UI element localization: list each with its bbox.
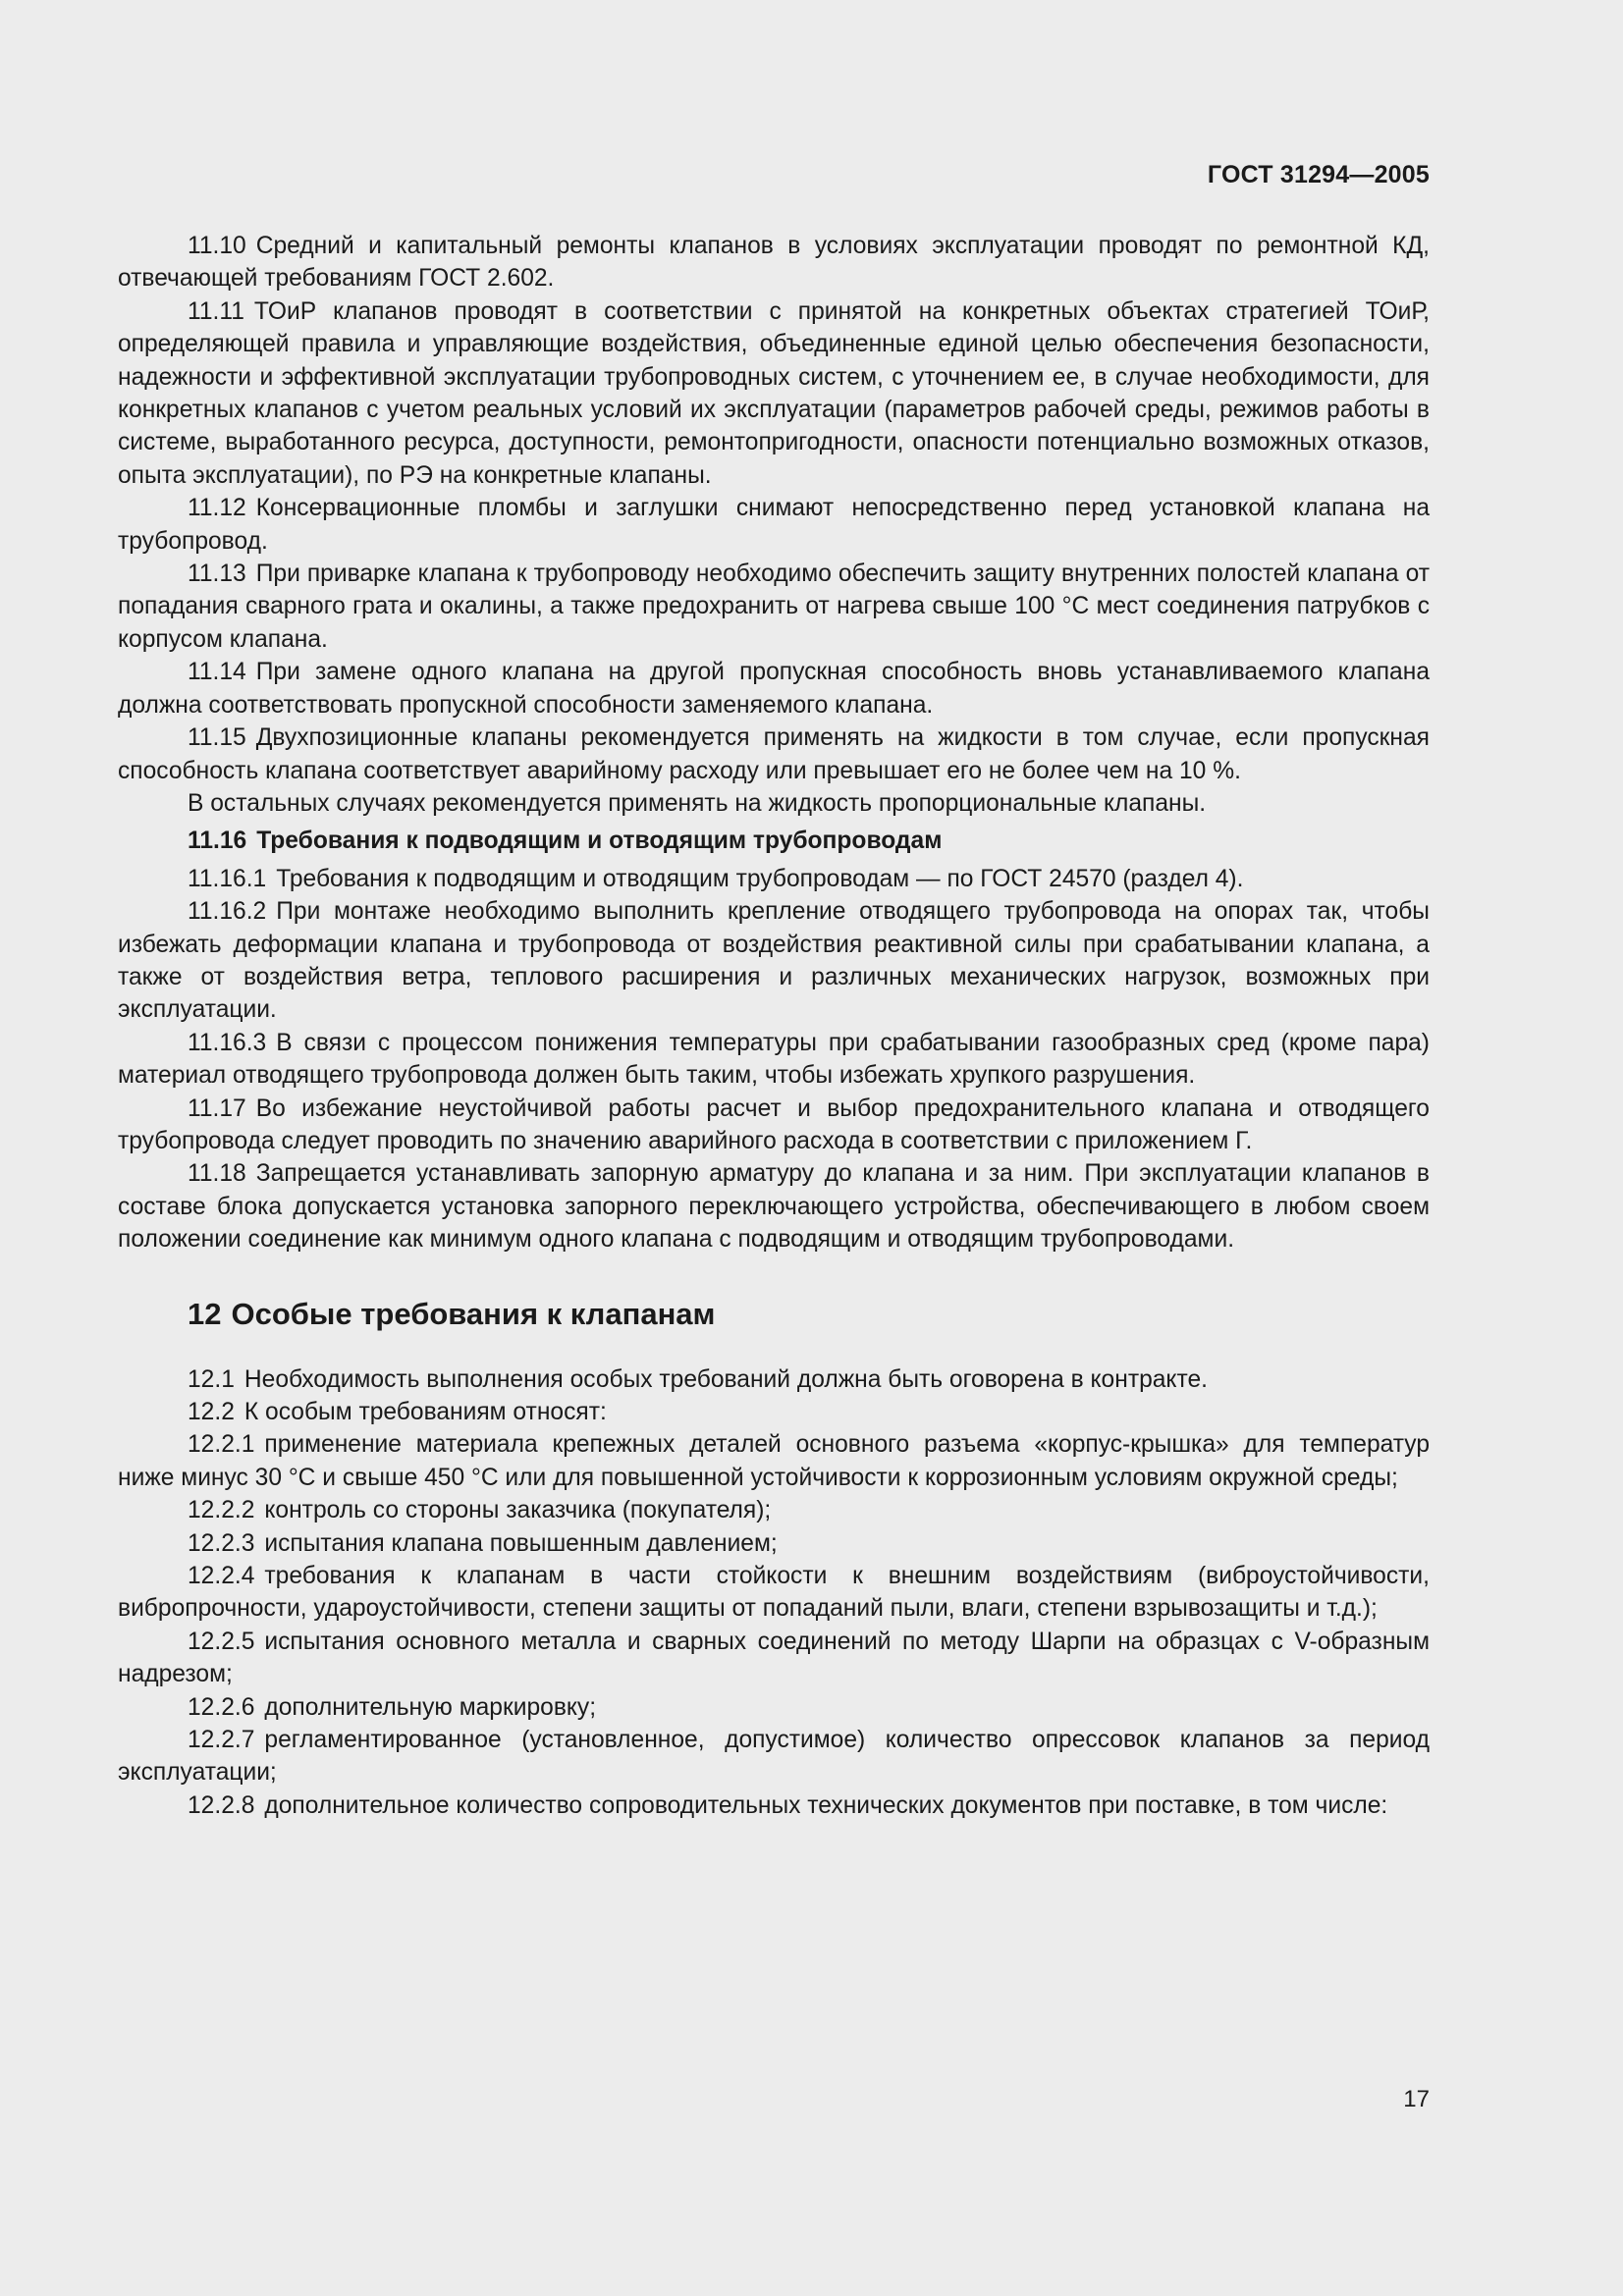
clause-number: 12.1 [188, 1365, 235, 1393]
paragraph-12-2-1 [118, 1428, 1430, 1494]
clause-number: 11.18 [188, 1160, 246, 1188]
clause-text: Требования к подводящим и отводящим трубопроводам [256, 828, 943, 855]
paragraph-11-13 [118, 558, 1430, 656]
page-number: 17 [1403, 2086, 1430, 2112]
clause-number: 11.13 [188, 561, 246, 588]
clause-text: дополнительное количество сопроводительных технических документов при поставке, в том числе: [264, 1791, 1388, 1819]
paragraph-11-15-continued [118, 787, 1430, 820]
clause-text: испытания клапана повышенным давлением; [264, 1529, 778, 1557]
clause-number: 12.2.2 [188, 1497, 255, 1524]
clause-number: 11.10 [188, 233, 246, 259]
clause-number: 12.2.8 [188, 1791, 255, 1819]
paragraph-11-16-3 [118, 1027, 1430, 1093]
clause-number: 11.16.2 [188, 898, 267, 926]
clause-text: При замене одного клапана на другой пропускная способность вновь устанавливаемого клапана должна соответствовать пропускной способности заменяемого клапана. [118, 659, 1430, 719]
clause-number: 11.11 [188, 297, 244, 325]
clause-number: 12.2.5 [188, 1628, 255, 1655]
clause-number: 12.2.6 [188, 1693, 255, 1721]
clause-text: применение материала крепежных деталей основного разъема «корпус-крышка» для температур ниже минус 30 °С и свыше 450 °С или для повышенной устойчивости к коррозионным условиям окружной среды; [118, 1431, 1430, 1491]
document-body [118, 230, 1430, 1822]
clause-text: В связи с процессом понижения температуры при срабатывании газообразных сред (кроме пара) материал отводящего трубопровода должен быть таким, чтобы избежать хрупкого разрушения. [118, 1029, 1430, 1090]
clause-text: Консервационные пломбы и заглушки снимают непосредственно перед установкой клапана на трубопровод. [118, 495, 1430, 555]
clause-number: 12.2.7 [188, 1727, 255, 1754]
clause-text: Двухпозиционные клапаны рекомендуется применять на жидкости в том случае, если пропускная способность клапана соответствует аварийному расходу или превышает его не более чем на 10 %. [118, 724, 1430, 784]
clause-text: контроль со стороны заказчика (покупателя); [264, 1497, 772, 1524]
paragraph-11-18 [118, 1157, 1430, 1255]
clause-number: 11.17 [188, 1095, 246, 1122]
clause-number: 12.2.4 [188, 1563, 255, 1590]
clause-text: При монтаже необходимо выполнить крепление отводящего трубопровода на опорах так, чтобы избежать деформации клапана и трубопровода от воздействия реактивной силы при срабатывании клапана, а также от воздействия ветра, теплового расширения и различных механических нагрузок, возможных при эксплуатации. [118, 898, 1430, 1024]
paragraph-11-15 [118, 721, 1430, 787]
paragraph-11-11 [118, 295, 1430, 492]
clause-text: дополнительную маркировку; [264, 1693, 597, 1721]
section-heading-12 [118, 1295, 1430, 1334]
paragraph-12-2-3 [118, 1527, 1430, 1560]
clause-number: 12.2.1 [188, 1431, 255, 1459]
clause-number: 12.2.3 [188, 1529, 255, 1557]
clause-text: Запрещается устанавливать запорную арматуру до клапана и за ним. При эксплуатации клапанов в составе блока допускается установка запорного переключающего устройства, обеспечивающего в любом своем положении соединение как минимум одного клапана с подводящим и отводящим трубопроводами. [118, 1160, 1430, 1254]
clause-text: Средний и капитальный ремонты клапанов в условиях эксплуатации проводят по ремонтной КД, отвечающей требованиям ГОСТ 2.602. [118, 233, 1430, 293]
paragraph-12-2-7 [118, 1724, 1430, 1789]
paragraph-11-14 [118, 656, 1430, 721]
section-title: Особые требования к клапанам [231, 1296, 716, 1331]
paragraph-12-2-6 [118, 1691, 1430, 1724]
clause-number: 11.12 [188, 495, 246, 522]
clause-text: испытания основного металла и сварных соединений по методу Шарпи на образцах с V-образным надрезом; [118, 1628, 1430, 1688]
section-number: 12 [188, 1296, 222, 1331]
paragraph-11-17 [118, 1093, 1430, 1158]
clause-text: Требования к подводящим и отводящим трубопроводам — по ГОСТ 24570 (раздел 4). [276, 865, 1244, 892]
paragraph-12-1 [118, 1363, 1430, 1396]
clause-text: регламентированное (установленное, допустимое) количество опрессовок клапанов за период эксплуатации; [118, 1727, 1430, 1787]
clause-number: 11.16.3 [188, 1029, 267, 1056]
clause-number: 12.2 [188, 1399, 235, 1425]
paragraph-11-16-1 [118, 863, 1430, 895]
clause-text: Необходимость выполнения особых требований должна быть оговорена в контракте. [243, 1365, 1208, 1393]
clause-text: ТОиР клапанов проводят в соответствии с принятой на конкретных объектах стратегией ТОиР, определяющей правила и управляющие воздействия, объединенные единой целью обеспечения безопасности, надежности и эффективной эксплуатации трубопроводных систем, с уточнением ее, в случае необходимости, для конкретных клапанов с учетом реальных условий их эксплуатации (параметров рабочей среды, режимов работы в системе, выработанного ресурса, доступности, ремонтопригодности, опасности потенциально возможных отказов, опыта эксплуатации), по РЭ на конкретные клапаны. [118, 297, 1430, 489]
paragraph-12-2-8 [118, 1789, 1430, 1822]
clause-text: требования к клапанам в части стойкости к внешним воздействиям (виброустойчивости, вибропрочности, удароустойчивости, степени защиты от попаданий пыли, влаги, степени взрывозащиты и т.д.); [118, 1563, 1430, 1623]
clause-number: 11.16.1 [188, 865, 267, 892]
subheading-11-16 [118, 825, 1430, 857]
paragraph-12-2-2 [118, 1494, 1430, 1526]
clause-text: Во избежание неустойчивой работы расчет и выбор предохранительного клапана и отводящего трубопровода следует проводить по значению аварийного расхода в соответствии с приложением Г. [118, 1095, 1430, 1154]
paragraph-11-10 [118, 230, 1430, 295]
paragraph-11-16-2 [118, 895, 1430, 1027]
clause-text: К особым требованиям относят: [243, 1399, 607, 1425]
paragraph-12-2-4 [118, 1560, 1430, 1626]
document-code-header: ГОСТ 31294—2005 [1207, 161, 1430, 188]
paragraph-12-2 [118, 1396, 1430, 1428]
paragraph-12-2-5 [118, 1626, 1430, 1691]
clause-number: 11.16 [188, 828, 247, 855]
clause-text: В остальных случаях рекомендуется применять на жидкость пропорциональные клапаны. [188, 789, 1207, 817]
clause-text: При приварке клапана к трубопроводу необходимо обеспечить защиту внутренних полостей клапана от попадания сварного грата и окалины, а также предохранить от нагрева свыше 100 °С мест соединения патрубков с корпусом клапана. [118, 561, 1430, 653]
paragraph-11-12 [118, 492, 1430, 558]
clause-number: 11.15 [188, 724, 246, 752]
clause-number: 11.14 [188, 659, 246, 686]
